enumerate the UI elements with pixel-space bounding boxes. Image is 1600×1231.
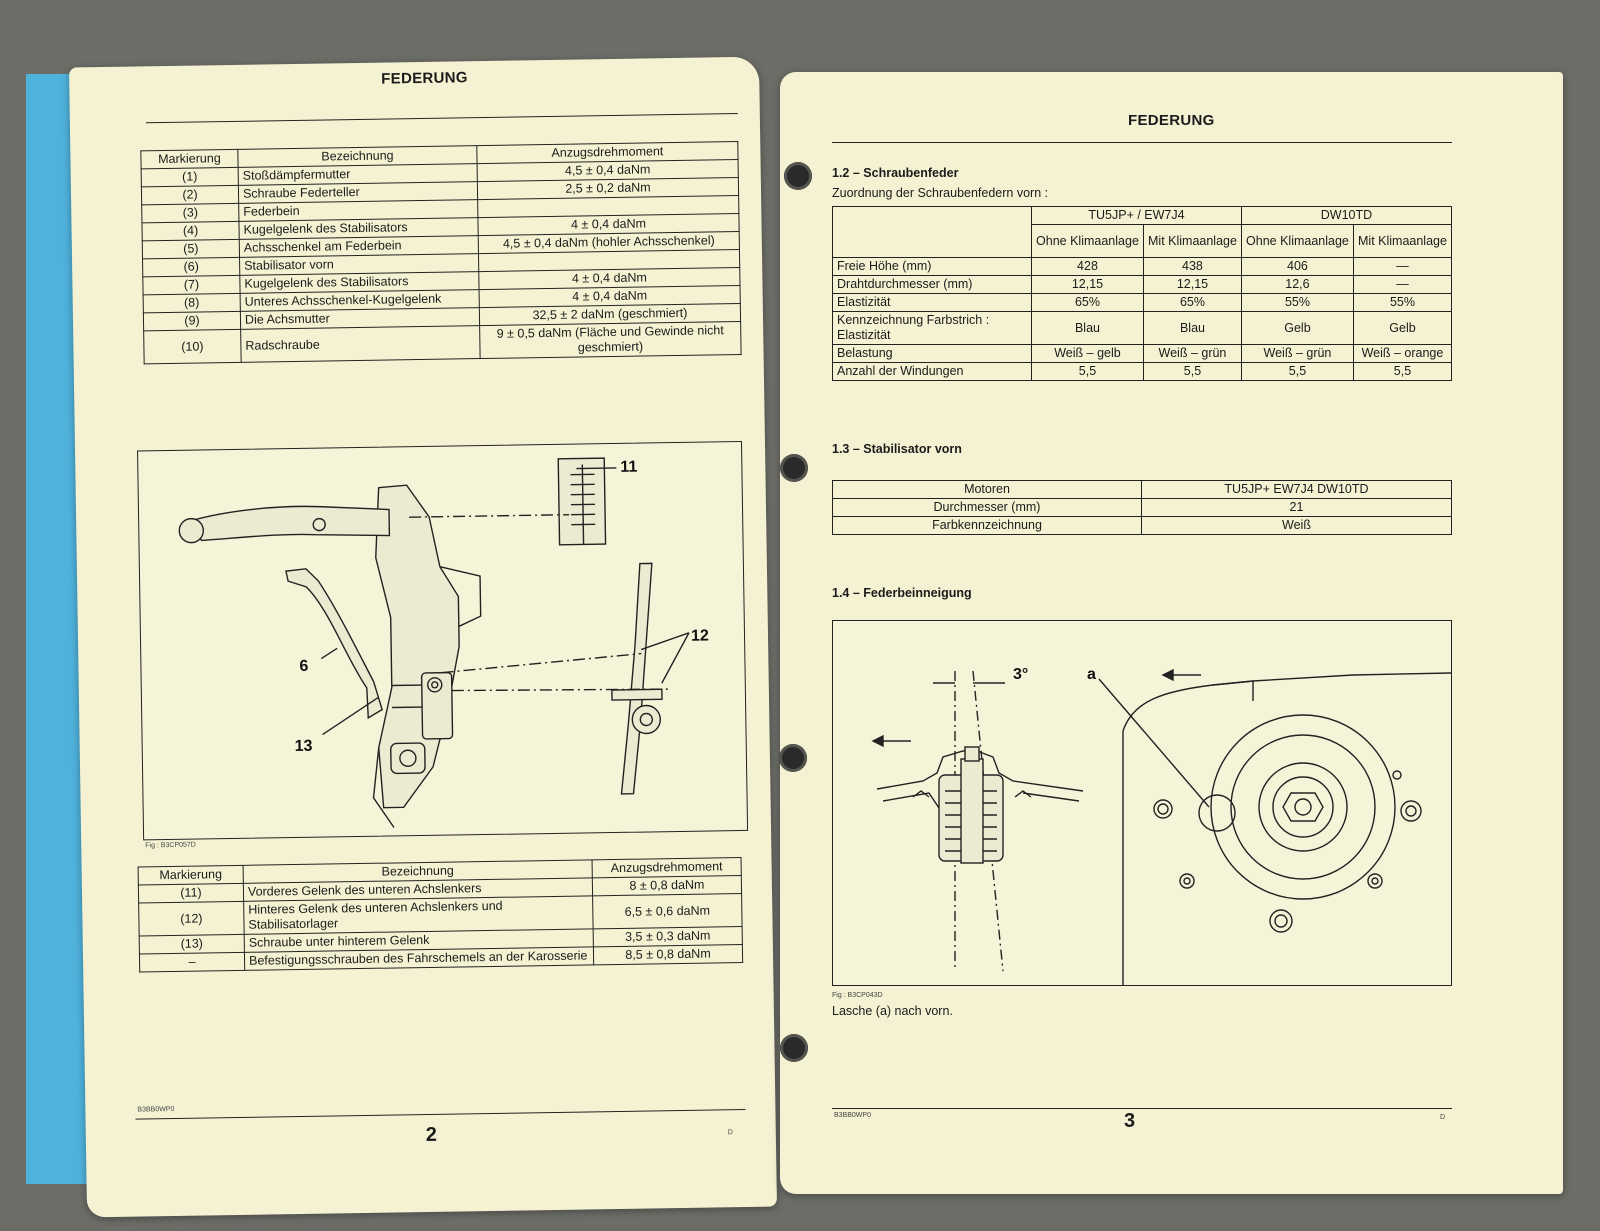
bezeichnung-cell: Kugelgelenk des Stabilisators: [239, 218, 478, 240]
binder-hole: [779, 744, 807, 772]
spring-value-cell: Weiß – grün: [1143, 345, 1241, 363]
figure-caption: Fig : B3CP043D: [832, 992, 883, 999]
spring-value-cell: 428: [1032, 258, 1144, 276]
spring-value-cell: Weiß – orange: [1353, 345, 1451, 363]
markierung-cell: (5): [142, 239, 239, 259]
markierung-cell: (1): [141, 167, 238, 187]
spring-value-cell: Gelb: [1353, 312, 1451, 345]
spring-value-cell: Gelb: [1241, 312, 1353, 345]
header-rule: [146, 113, 738, 123]
markierung-cell: (13): [139, 934, 244, 954]
markierung-cell: (11): [138, 883, 243, 903]
spring-value-cell: 65%: [1032, 294, 1144, 312]
markierung-cell: (3): [142, 203, 239, 223]
section-1-2-subtitle: Zuordnung der Schraubenfedern vorn :: [832, 186, 1049, 200]
strut-inclination-figure: [832, 620, 1452, 986]
table-row: [833, 276, 1452, 294]
spring-value-cell: 5,5: [1241, 363, 1353, 381]
footer-code: B3BB0WP0: [834, 1112, 871, 1119]
col-anzugsdrehmoment: Anzugsdrehmoment: [592, 858, 741, 878]
col-markierung: Markierung: [138, 865, 243, 885]
sub-mit-klima-2: Mit Klimaanlage: [1353, 225, 1451, 258]
stabilizer-value-cell: TU5JP+ EW7J4 DW10TD: [1142, 481, 1452, 499]
torque-cell: 6,5 ± 0,6 daNm: [593, 894, 743, 929]
callout-12: 12: [690, 627, 709, 645]
stabilizer-table-body: [833, 481, 1452, 535]
markierung-cell: (10): [144, 329, 242, 364]
col-markierung: Markierung: [141, 149, 238, 169]
torque-cell: 3,5 ± 0,3 daNm: [593, 927, 742, 947]
bezeichnung-cell: Federbein: [239, 200, 478, 222]
bezeichnung-cell: Stabilisator vorn: [240, 254, 479, 276]
table-row: [833, 258, 1452, 276]
table-row: [833, 499, 1452, 517]
markierung-cell: (8): [143, 293, 240, 313]
markierung-cell: (4): [142, 221, 239, 241]
bezeichnung-cell: Vorderes Gelenk des unteren Achslenkers: [243, 878, 592, 901]
stabilizer-value-cell: Weiß: [1142, 517, 1452, 535]
col-bezeichnung: Bezeichnung: [238, 146, 477, 168]
right-page-header: FEDERUNG: [1128, 112, 1215, 129]
torque-cell: 4 ± 0,4 daNm: [478, 213, 739, 235]
group-tu5jp-ew7j4: TU5JP+ / EW7J4: [1032, 207, 1242, 225]
bezeichnung-cell: Unteres Achsschenkel-Kugelgelenk: [240, 290, 479, 312]
torque-cell: 4 ± 0,4 daNm: [479, 285, 740, 307]
col-bezeichnung: Bezeichnung: [243, 860, 592, 883]
torque-table-1: [140, 141, 741, 364]
figure-caption: Fig : B3CP057D: [145, 841, 196, 850]
spring-value-cell: 5,5: [1353, 363, 1451, 381]
sub-mit-klima-1: Mit Klimaanlage: [1143, 225, 1241, 258]
spring-value-cell: —: [1353, 258, 1451, 276]
bezeichnung-cell: Achsschenkel am Federbein: [239, 236, 478, 258]
markierung-cell: (12): [139, 901, 245, 936]
footer-letter: D: [727, 1129, 733, 1137]
spring-row-label: Elastizität: [833, 294, 1032, 312]
spring-row-label: Anzahl der Windungen: [833, 363, 1032, 381]
page-number: 2: [425, 1123, 438, 1147]
spring-row-label: Belastung: [833, 345, 1032, 363]
spring-value-cell: Weiß – grün: [1241, 345, 1353, 363]
spring-value-cell: 12,15: [1143, 276, 1241, 294]
spring-row-label: Freie Höhe (mm): [833, 258, 1032, 276]
spring-table-body: [833, 258, 1452, 381]
spring-value-cell: 5,5: [1143, 363, 1241, 381]
spring-value-cell: Blau: [1032, 312, 1144, 345]
spring-value-cell: —: [1353, 276, 1451, 294]
callout-11: 11: [620, 458, 638, 476]
col-anzugsdrehmoment: Anzugsdrehmoment: [477, 141, 738, 163]
torque-cell: 8 ± 0,8 daNm: [592, 876, 741, 896]
bezeichnung-cell: Hinteres Gelenk des unteren Achslenkers und Stabilisatorlager: [244, 896, 593, 934]
torque-cell: 4,5 ± 0,4 daNm: [477, 159, 738, 181]
spring-value-cell: 438: [1143, 258, 1241, 276]
suspension-drawing: [138, 442, 747, 839]
table-row: [833, 294, 1452, 312]
torque-table-2-body: [138, 876, 742, 972]
bezeichnung-cell: Stoßdämpfermutter: [238, 164, 477, 186]
spring-value-cell: 5,5: [1032, 363, 1144, 381]
group-dw10td: DW10TD: [1241, 207, 1451, 225]
spring-group-header-row: [833, 207, 1452, 225]
footer-letter: D: [1440, 1114, 1446, 1121]
sub-ohne-klima-1: Ohne Klimaanlage: [1032, 225, 1144, 258]
spring-value-cell: 406: [1241, 258, 1353, 276]
left-page: [69, 57, 777, 1218]
bezeichnung-cell: Die Achsmutter: [240, 308, 479, 330]
left-page-header: FEDERUNG: [381, 69, 468, 88]
footer-rule: [832, 1108, 1452, 1109]
callout-13: 13: [294, 737, 313, 756]
torque-cell: 4,5 ± 0,4 daNm (hohler Achsschenkel): [478, 231, 739, 253]
spring-corner-cell: [833, 207, 1032, 258]
spring-value-cell: Weiß – gelb: [1032, 345, 1144, 363]
markierung-cell: (7): [143, 275, 240, 295]
bezeichnung-cell: Kugelgelenk des Stabilisators: [240, 272, 479, 294]
spring-row-label: Kennzeichnung Farbstrich : Elastizität: [833, 312, 1032, 345]
table-row: [833, 345, 1452, 363]
stabilizer-label-cell: Farbkennzeichnung: [833, 517, 1142, 535]
section-1-4-title: 1.4 – Federbeinneigung: [832, 586, 972, 600]
figure-note: Lasche (a) nach vorn.: [832, 1004, 953, 1018]
torque-cell: 2,5 ± 0,2 daNm: [477, 177, 738, 199]
bezeichnung-cell: Schraube Federteller: [238, 182, 477, 204]
torque-table-1-body: [141, 159, 741, 363]
table-row: [833, 517, 1452, 535]
callout-6: 6: [299, 657, 309, 675]
spring-table: [832, 206, 1452, 381]
stabilizer-label-cell: Motoren: [833, 481, 1142, 499]
footer-rule: [136, 1109, 746, 1120]
markierung-cell: (6): [143, 257, 240, 277]
right-page: [780, 72, 1563, 1194]
markierung-cell: (2): [141, 185, 238, 205]
spring-value-cell: 12,15: [1032, 276, 1144, 294]
point-label-a: a: [1087, 666, 1096, 683]
bezeichnung-cell: Radschraube: [241, 326, 480, 363]
stabilizer-label-cell: Durchmesser (mm): [833, 499, 1142, 517]
table-row: [833, 312, 1452, 345]
binder-hole: [780, 454, 808, 482]
section-1-3-title: 1.3 – Stabilisator vorn: [832, 442, 962, 456]
section-1-2-title: 1.2 – Schraubenfeder: [832, 166, 959, 180]
spring-value-cell: Blau: [1143, 312, 1241, 345]
spring-value-cell: 55%: [1353, 294, 1451, 312]
strut-inclination-drawing: [833, 621, 1451, 985]
spring-row-label: Drahtdurchmesser (mm): [833, 276, 1032, 294]
markierung-cell: –: [139, 952, 244, 972]
stabilizer-table: [832, 480, 1452, 535]
torque-table-2: [138, 857, 744, 972]
spring-value-cell: 12,6: [1241, 276, 1353, 294]
bezeichnung-cell: Schraube unter hinterem Gelenk: [244, 929, 593, 952]
table-row: [833, 481, 1452, 499]
page-number: 3: [1124, 1110, 1136, 1132]
torque-cell: 32,5 ± 2 daNm (geschmiert): [479, 303, 740, 325]
torque-cell: 8,5 ± 0,8 daNm: [593, 945, 742, 965]
suspension-figure: [137, 441, 748, 840]
table-row: [833, 363, 1452, 381]
markierung-cell: (9): [143, 311, 240, 331]
torque-cell: 9 ± 0,5 daNm (Fläche und Gewinde nicht geschmiert): [480, 321, 741, 358]
torque-cell: 4 ± 0,4 daNm: [479, 267, 740, 289]
header-rule: [832, 142, 1452, 143]
sub-ohne-klima-2: Ohne Klimaanlage: [1241, 225, 1353, 258]
bezeichnung-cell: Befestigungsschrauben des Fahrschemels an der Karosserie: [244, 947, 593, 970]
stabilizer-value-cell: 21: [1142, 499, 1452, 517]
footer-code: B3BB0WP0: [137, 1105, 175, 1114]
binder-hole: [784, 162, 812, 190]
angle-label: 3°: [1013, 666, 1029, 683]
spring-value-cell: 65%: [1143, 294, 1241, 312]
spring-value-cell: 55%: [1241, 294, 1353, 312]
binder-hole: [780, 1034, 808, 1062]
